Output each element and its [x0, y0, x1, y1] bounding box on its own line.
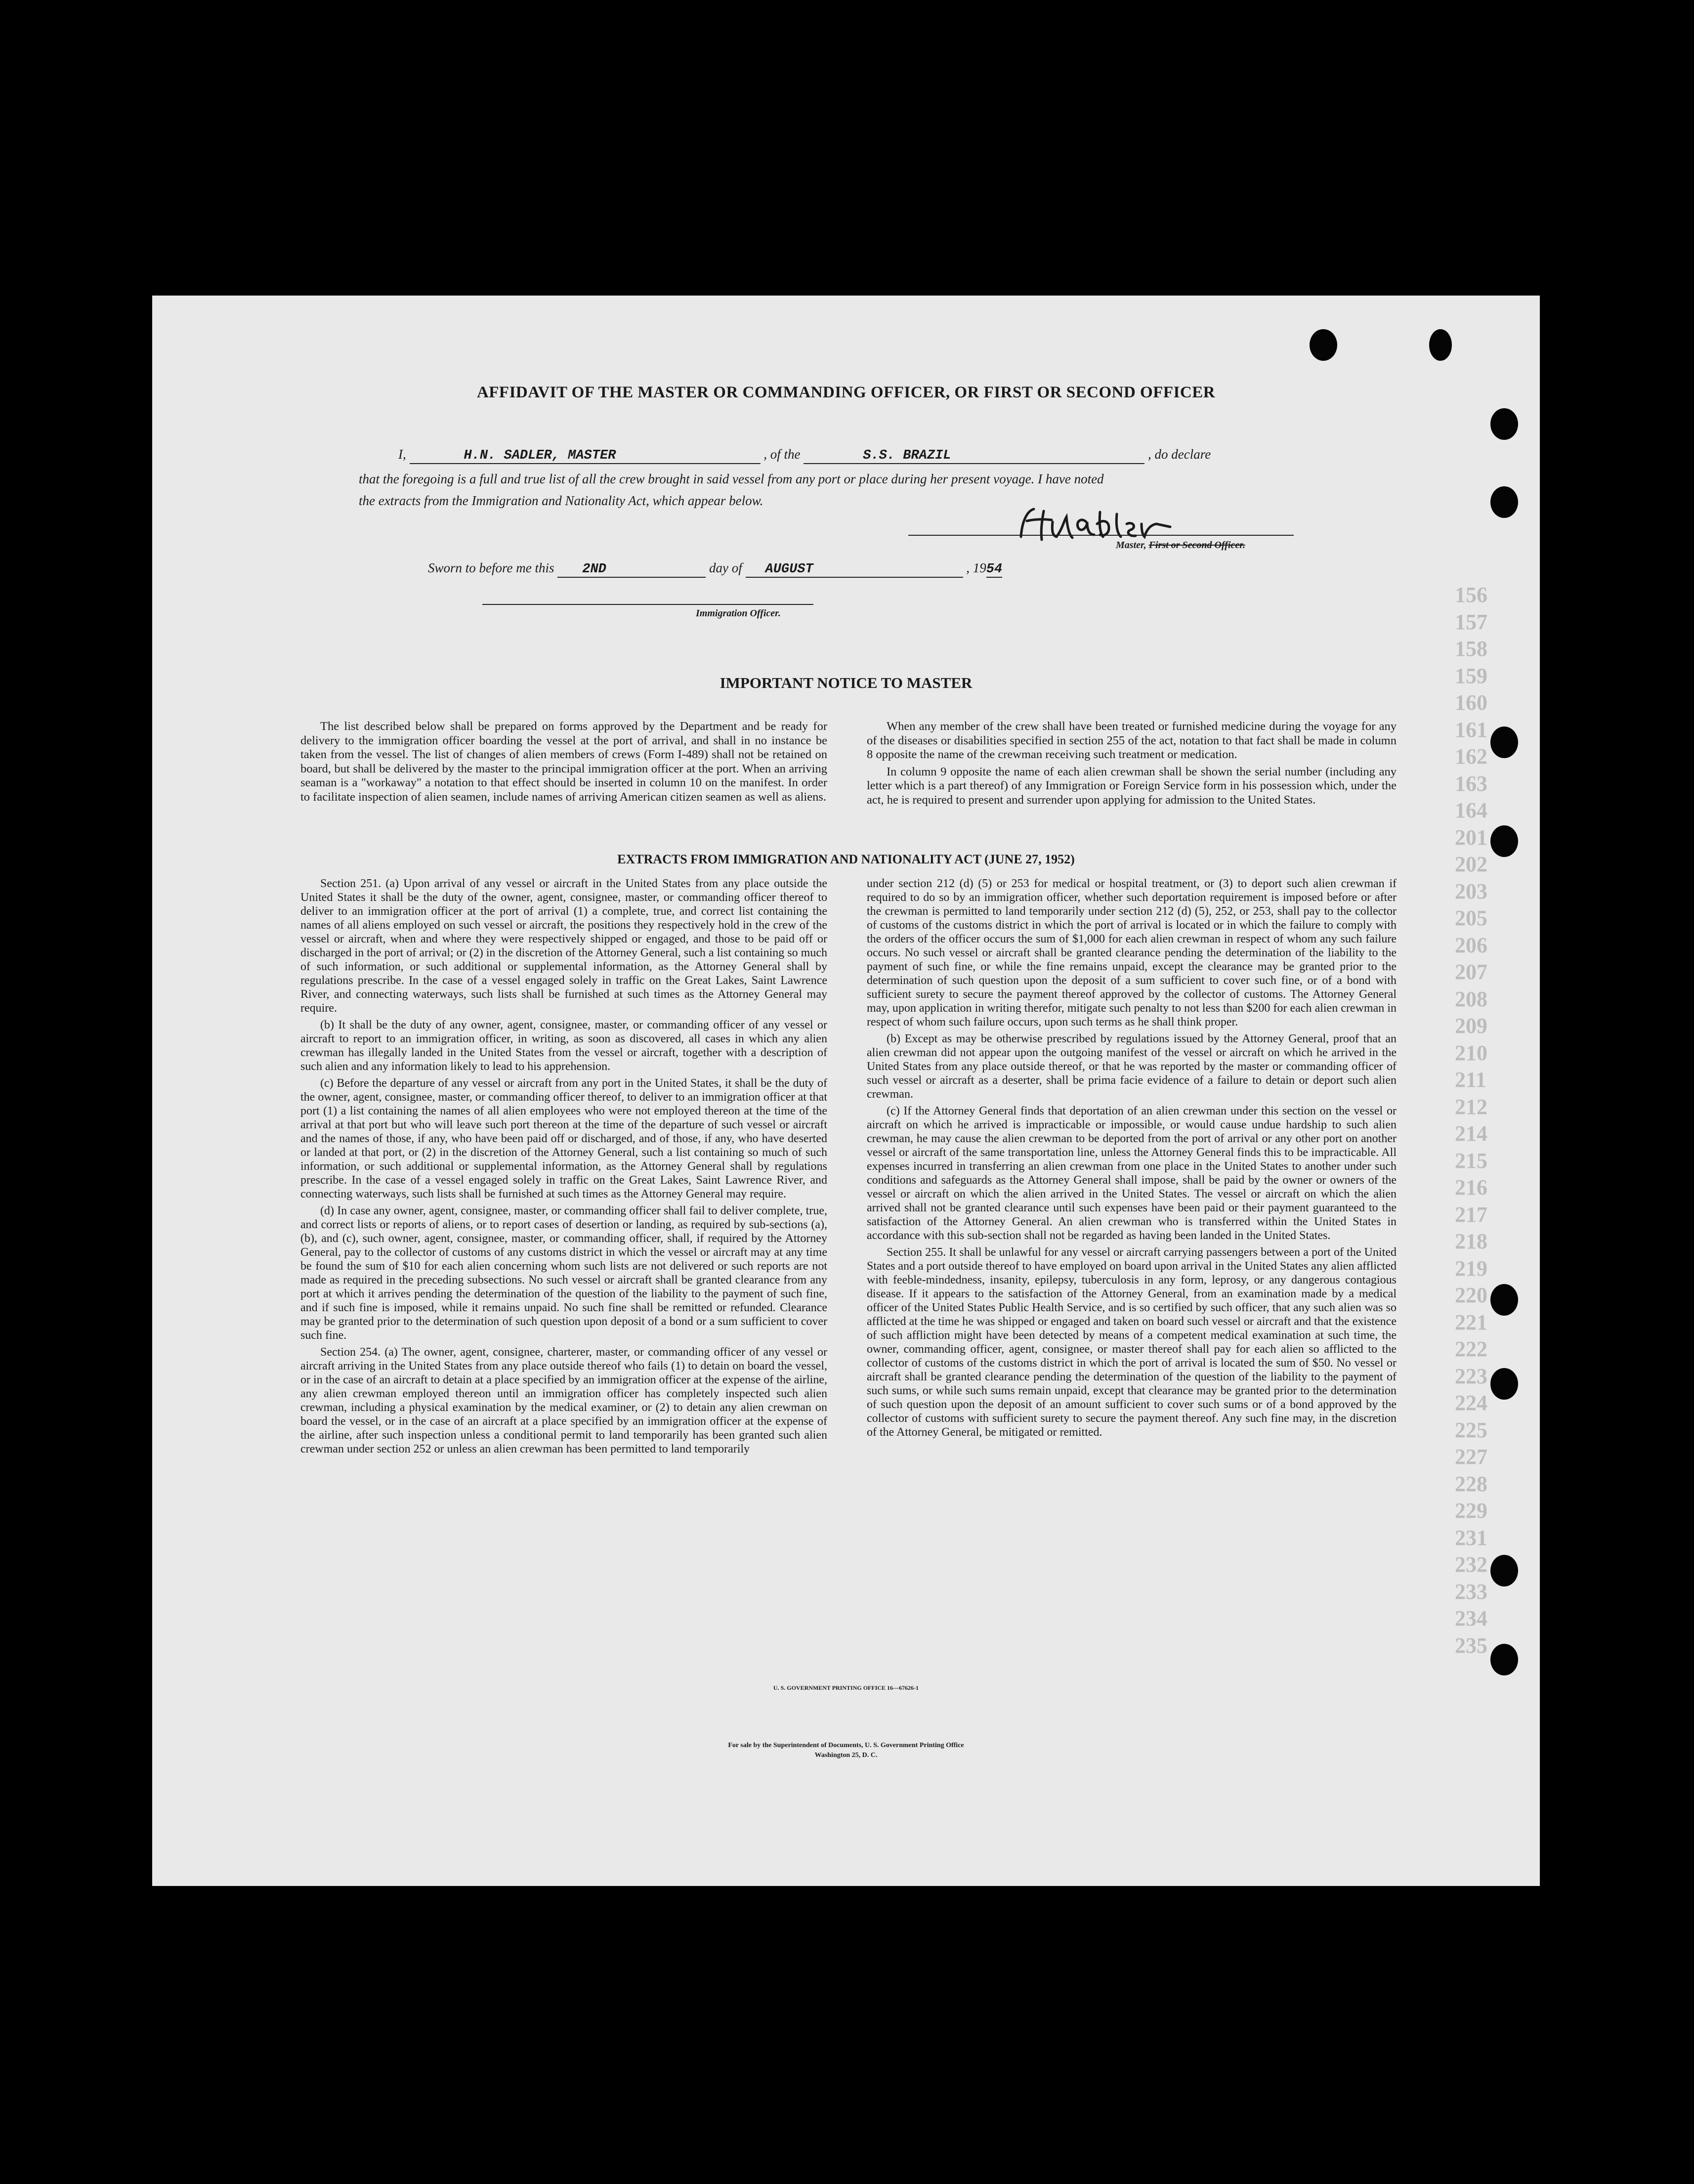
bleed-number: 159: [1455, 663, 1487, 688]
bleed-number: 227: [1455, 1445, 1487, 1469]
notice-heading: IMPORTANT NOTICE TO MASTER: [720, 674, 973, 691]
printing-office-line: U. S. GOVERNMENT PRINTING OFFICE 16—67626-1: [773, 1684, 919, 1691]
bleed-number: 163: [1455, 771, 1487, 796]
bleed-number: 223: [1455, 1364, 1487, 1388]
bleed-number: 158: [1455, 637, 1487, 661]
extract-left-paragraph: Section 254. (a) The owner, agent, consignee, charterer, master, or commanding officer of any vessel or aircraft arriving in the United States from any place outside thereof who fails (1) to detain on board the vessel, or in the case of an aircraft to detain at a place specified by an immigration officer at the expense of the airline, any alien crewman employed thereon until an immigration officer has completely inspected such alien crewman, including a physical examination by the medical examiner, or (2) to detain any alien crewman on board the vessel, or in the case of an aircraft at a place specified by an immigration officer at the expense of the airline, after such inspection unless a conditional permit to land temporarily has been granted such alien crewman under section 252 or unless an alien crewman has been permitted to land temporarily: [300, 1346, 827, 1456]
bleed-number: 202: [1455, 852, 1487, 876]
sworn-year-prefix: , 19: [966, 560, 986, 575]
of-the-label: , of the: [763, 447, 801, 462]
punch-hole: [1310, 329, 1337, 361]
signature-caption: [1116, 540, 1245, 551]
punch-hole: [1490, 1284, 1518, 1316]
notice-left-column: [300, 720, 827, 807]
punch-hole: [1490, 1555, 1518, 1586]
bleed-number: 161: [1455, 717, 1487, 742]
bleed-number: 219: [1455, 1256, 1487, 1281]
extract-left-paragraph: (d) In case any owner, agent, consignee, master, or commanding officer shall fail to deliver complete, true, and correct lists or reports of aliens, or to report cases of desertion or landing, as required by sub-sections (a), (b), and (c), such owner, agent, consignee, master, or commanding officer, shall, if required by the Attorney General, pay to the collector of customs of any customs district in which the vessel or aircraft may at any time be found the sum of $10 for each alien concerning whom such lists are not delivered or such reports are not made as required in the preceding subsections. No such vessel or aircraft shall be granted clearance from any port at which it arrives pending the determination of the question of the liability to the payment of such fine, and if such fine is imposed, while it remains unpaid. No such fine shall be remitted or refunded. Clearance may be granted prior to the determination of such question upon deposit of a bond or a sum sufficient to cover such fine.: [300, 1204, 827, 1342]
sale-notice-line-2: Washington 25, D. C.: [814, 1752, 878, 1759]
sworn-line: [428, 560, 1228, 578]
extract-right-paragraph: under section 212 (d) (5) or 253 for medical or hospital treatment, or (3) to deport such alien crewman if required to do so by an immigration officer, whether such deportation requirement is imposed before or after the crewman is permitted to land temporarily under section 212 (d) (5), 252, or 253, shall pay to the collector of customs of the customs district in which the port of arrival is located or in which the failure to comply with the orders of the officer occurs the sum of $1,000 for each alien crewman in respect of whom any such failure occurs. No such vessel or aircraft shall be granted clearance pending the determination of the liability to the payment of such fine, or while the fine remains unpaid, except the clearance may be granted prior to the determination of such question upon the deposit of a sum sufficient to cover such fine, or of a bond with sufficient surety to secure the payment thereof approved by the collector of customs. The Attorney General may, upon application in writing therefor, mitigate such penalty to not less than $200 for each alien crewman in respect of whom such failure occurs, upon such terms as he shall think proper.: [867, 877, 1397, 1028]
notice-right-text-1: When any member of the crew shall have been treated or furnished medicine during the voyage for any of the diseases or disabilities specified in section 255 of the act, notation to that fact shall be made in column 8 opposite the name of the crewman receiving such treatment or medication.: [867, 720, 1397, 761]
bleed-number: 210: [1455, 1040, 1487, 1065]
punch-hole: [1490, 1644, 1518, 1675]
extract-right-paragraph: (c) If the Attorney General finds that deportation of an alien crewman under this section on the vessel or aircraft on which he arrived is impracticable or impossible, or would cause undue hardship to such alien crewman, he may cause the alien crewman to be deported from the port of arrival or any other port on another vessel or aircraft of the same transportation line, unless the Attorney General finds this to be impracticable. All expenses incurred in transferring an alien crewman from one place in the United States to another under such conditions and safeguards as the Attorney General shall impose, shall be paid by the owner or owners of the vessel or aircraft on which the alien arrived in the United States. The vessel or aircraft on which the alien arrived shall not be granted clearance until such expenses have been paid or their payment guaranteed to the satisfaction of the Attorney General. An alien crewman who is transferred within the United States in accordance with this sub-section shall not be regarded as having been landed in the United States.: [867, 1105, 1397, 1242]
officer-signature-line: [482, 604, 813, 605]
declaration-prefix: I,: [398, 447, 406, 462]
sale-notice-line-1: For sale by the Superintendent of Documents, U. S. Government Printing Office: [728, 1742, 964, 1749]
sworn-day-of: day of: [709, 560, 742, 575]
declaration-body-2: the extracts from the Immigration and Nationality Act, which appear below.: [359, 493, 763, 508]
bleed-number: 207: [1455, 960, 1487, 984]
bleed-number: 232: [1455, 1552, 1487, 1577]
bleed-number: 218: [1455, 1229, 1487, 1253]
extracts-left-column: [300, 877, 827, 1459]
extract-right-paragraph: Section 255. It shall be unlawful for any vessel or aircraft carrying passengers between a port of the United States and a port outside thereof to have employed on board upon arrival in the United States any alien afflicted with feeble-mindedness, insanity, epilepsy, tuberculosis in any form, leprosy, or any dangerous contagious disease. If it appears to the satisfaction of the Attorney General, from an examination made by a medical officer of the United States Public Health Service, and is so certified by such officer, that any such alien was so afflicted at the time he was shipped or engaged and taken on board such vessel or aircraft and that the existence of such affliction might have been detected by means of a competent medical examination at such time, the owner, commanding officer, agent, consignee, or master thereof shall pay for each alien so afflicted to the collector of customs of the customs district in which the port of arrival is located the sum of $50. No vessel or aircraft shall be granted clearance pending the determination of the question of the liability to the payment of such sums, or while such sums remain unpaid, except that clearance may be granted prior to the determination of such question upon the deposit of an amount sufficient to cover such sums or of a bond approved by the collector of customs with sufficient surety to secure the payment thereof. Any such fine may, in the discretion of the Attorney General, be mitigated or remitted.: [867, 1246, 1397, 1439]
bleed-number: 235: [1455, 1633, 1487, 1658]
bleed-number: 208: [1455, 986, 1487, 1011]
bleed-number: 201: [1455, 825, 1487, 850]
bleed-number: 162: [1455, 744, 1487, 769]
notice-left-text: The list described below shall be prepared on forms approved by the Department and be ready for delivery to the immigration officer boarding the vessel at the port of arrival, and shall in no instance be taken from the vessel. The list of changes of alien members of crews (Form I-489) shall not be retained on board, but shall be delivered by the master to the principal immigration officer at the port. When an arriving seaman is a "workaway" a notation to that effect should be inserted in column 10 on the manifest. In order to facilitate inspection of alien seamen, include names of arriving American citizen seamen as well as aliens.: [300, 720, 827, 804]
bleed-number: 228: [1455, 1471, 1487, 1496]
extract-left-paragraph: Section 251. (a) Upon arrival of any vessel or aircraft in the United States from any place outside the United States it shall be the duty of the owner, agent, consignee, master, or commanding officer thereof to deliver to an immigration officer at the port of arrival (1) a complete, true, and correct list containing the names of all aliens employed on such vessel or aircraft, the positions they respectively hold in the crew of the vessel or aircraft, when and where they were respectively shipped or engaged, and those to be paid off or discharged in the port of arrival; or (2) in the discretion of the Attorney General, such a list containing so much of such information, or such additional or supplemental information, as the Attorney General shall by regulations prescribe. In the case of a vessel engaged solely in traffic on the Great Lakes, Saint Lawrence River, and connecting waterways, such lists shall be furnished at such times as the Attorney General may require.: [300, 877, 827, 1015]
do-declare-label: , do declare: [1148, 447, 1211, 462]
notice-right-column: [867, 720, 1397, 810]
declaration-line: [398, 447, 1462, 464]
bleed-number: 214: [1455, 1121, 1487, 1146]
bleed-number: 212: [1455, 1094, 1487, 1119]
bleed-number: 216: [1455, 1175, 1487, 1199]
bleed-number: 160: [1455, 690, 1487, 715]
officer-caption: Immigration Officer.: [696, 608, 781, 619]
bleed-number: 156: [1455, 583, 1487, 607]
punch-hole: [1490, 408, 1518, 440]
role-struck: First or Second Officer.: [1148, 540, 1245, 551]
notice-right-text-2: In column 9 opposite the name of each alien crewman shall be shown the serial number (including any letter which is a part thereof) of any Immigration or Foreign Service form in his possession which, under the act, he is required to present and surrender upon applying for admission to the United States.: [867, 765, 1397, 807]
extract-right-paragraph: (b) Except as may be otherwise prescribed by regulations issued by the Attorney General, proof that an alien crewman did not appear upon the outgoing manifest of the vessel or aircraft on which he arrived in the United States from any place outside thereof, or that he was reported by the master or commanding officer of such vessel or aircraft as a deserter, shall be prima facie evidence of a failure to detain or deport such alien crewman.: [867, 1032, 1397, 1101]
role-master: Master,: [1116, 540, 1146, 551]
extract-left-paragraph: (b) It shall be the duty of any owner, agent, consignee, master, or commanding officer of any vessel or aircraft to report to an immigration officer, in writing, as soon as discovered, all cases in which any alien crewman has illegally landed in the United States from the vessel or aircraft, together with a description of such alien and any information likely to lead to his apprehension.: [300, 1019, 827, 1073]
bleed-number: 231: [1455, 1525, 1487, 1550]
bleed-number: 233: [1455, 1579, 1487, 1604]
sworn-day: 2ND: [557, 562, 706, 578]
bleed-number: 217: [1455, 1202, 1487, 1227]
bleed-number: 229: [1455, 1499, 1487, 1523]
bleed-number: 234: [1455, 1606, 1487, 1630]
bleed-number: 215: [1455, 1148, 1487, 1173]
vessel-name: S.S. BRAZIL: [804, 448, 1144, 464]
extracts-heading: EXTRACTS FROM IMMIGRATION AND NATIONALITY ACT (JUNE 27, 1952): [617, 852, 1075, 866]
bleed-number: 206: [1455, 933, 1487, 957]
bleed-number: 209: [1455, 1014, 1487, 1038]
declaration-body-1: that the foregoing is a full and true list of all the crew brought in said vessel from any port or place during her present voyage. I have noted: [359, 471, 1104, 486]
punch-hole: [1429, 329, 1452, 361]
bleed-number: 205: [1455, 906, 1487, 930]
extracts-right-column: [867, 877, 1397, 1442]
bleed-number: 222: [1455, 1337, 1487, 1361]
sworn-prefix: Sworn to before me this: [428, 560, 554, 575]
punch-hole: [1490, 486, 1518, 518]
affidavit-title: AFFIDAVIT OF THE MASTER OR COMMANDING OFFICER, OR FIRST OR SECOND OFFICER: [476, 384, 1216, 401]
bleed-number: 221: [1455, 1310, 1487, 1334]
sworn-month: AUGUST: [746, 562, 963, 578]
bleed-number: 157: [1455, 609, 1487, 634]
sworn-year: 54: [986, 562, 1003, 577]
bleed-number: 224: [1455, 1391, 1487, 1415]
bleed-number: 211: [1455, 1068, 1486, 1092]
punch-hole: [1490, 727, 1518, 758]
bleed-number: 164: [1455, 798, 1487, 822]
punch-hole: [1490, 1368, 1518, 1400]
document-page: [152, 296, 1540, 1886]
bleed-number: 220: [1455, 1283, 1487, 1307]
master-name: H.N. SADLER, MASTER: [410, 448, 761, 464]
bleed-number: 225: [1455, 1417, 1487, 1442]
bleed-number: 203: [1455, 879, 1487, 903]
extract-left-paragraph: (c) Before the departure of any vessel or aircraft from any port in the United States, it shall be the duty of the owner, agent, consignee, master, or commanding officer thereof, to deliver to an immigration officer at that port (1) a list containing the names of all alien employees who were not employed thereon at the time of the arrival at that port but who will leave such port thereon at the time of the departure of such vessel or aircraft and the names of those, if any, who have been paid off or discharged, and of those, if any, who have deserted or landed at that port, or (2) in the discretion of the Attorney General, such a list containing so much of such information, or such additional or supplemental information, as the Attorney General shall by regulations prescribe. In the case of a vessel engaged solely in traffic on the Great Lakes, Saint Lawrence River, and connecting waterways, such lists shall be furnished at such times as the Attorney General may require.: [300, 1077, 827, 1200]
